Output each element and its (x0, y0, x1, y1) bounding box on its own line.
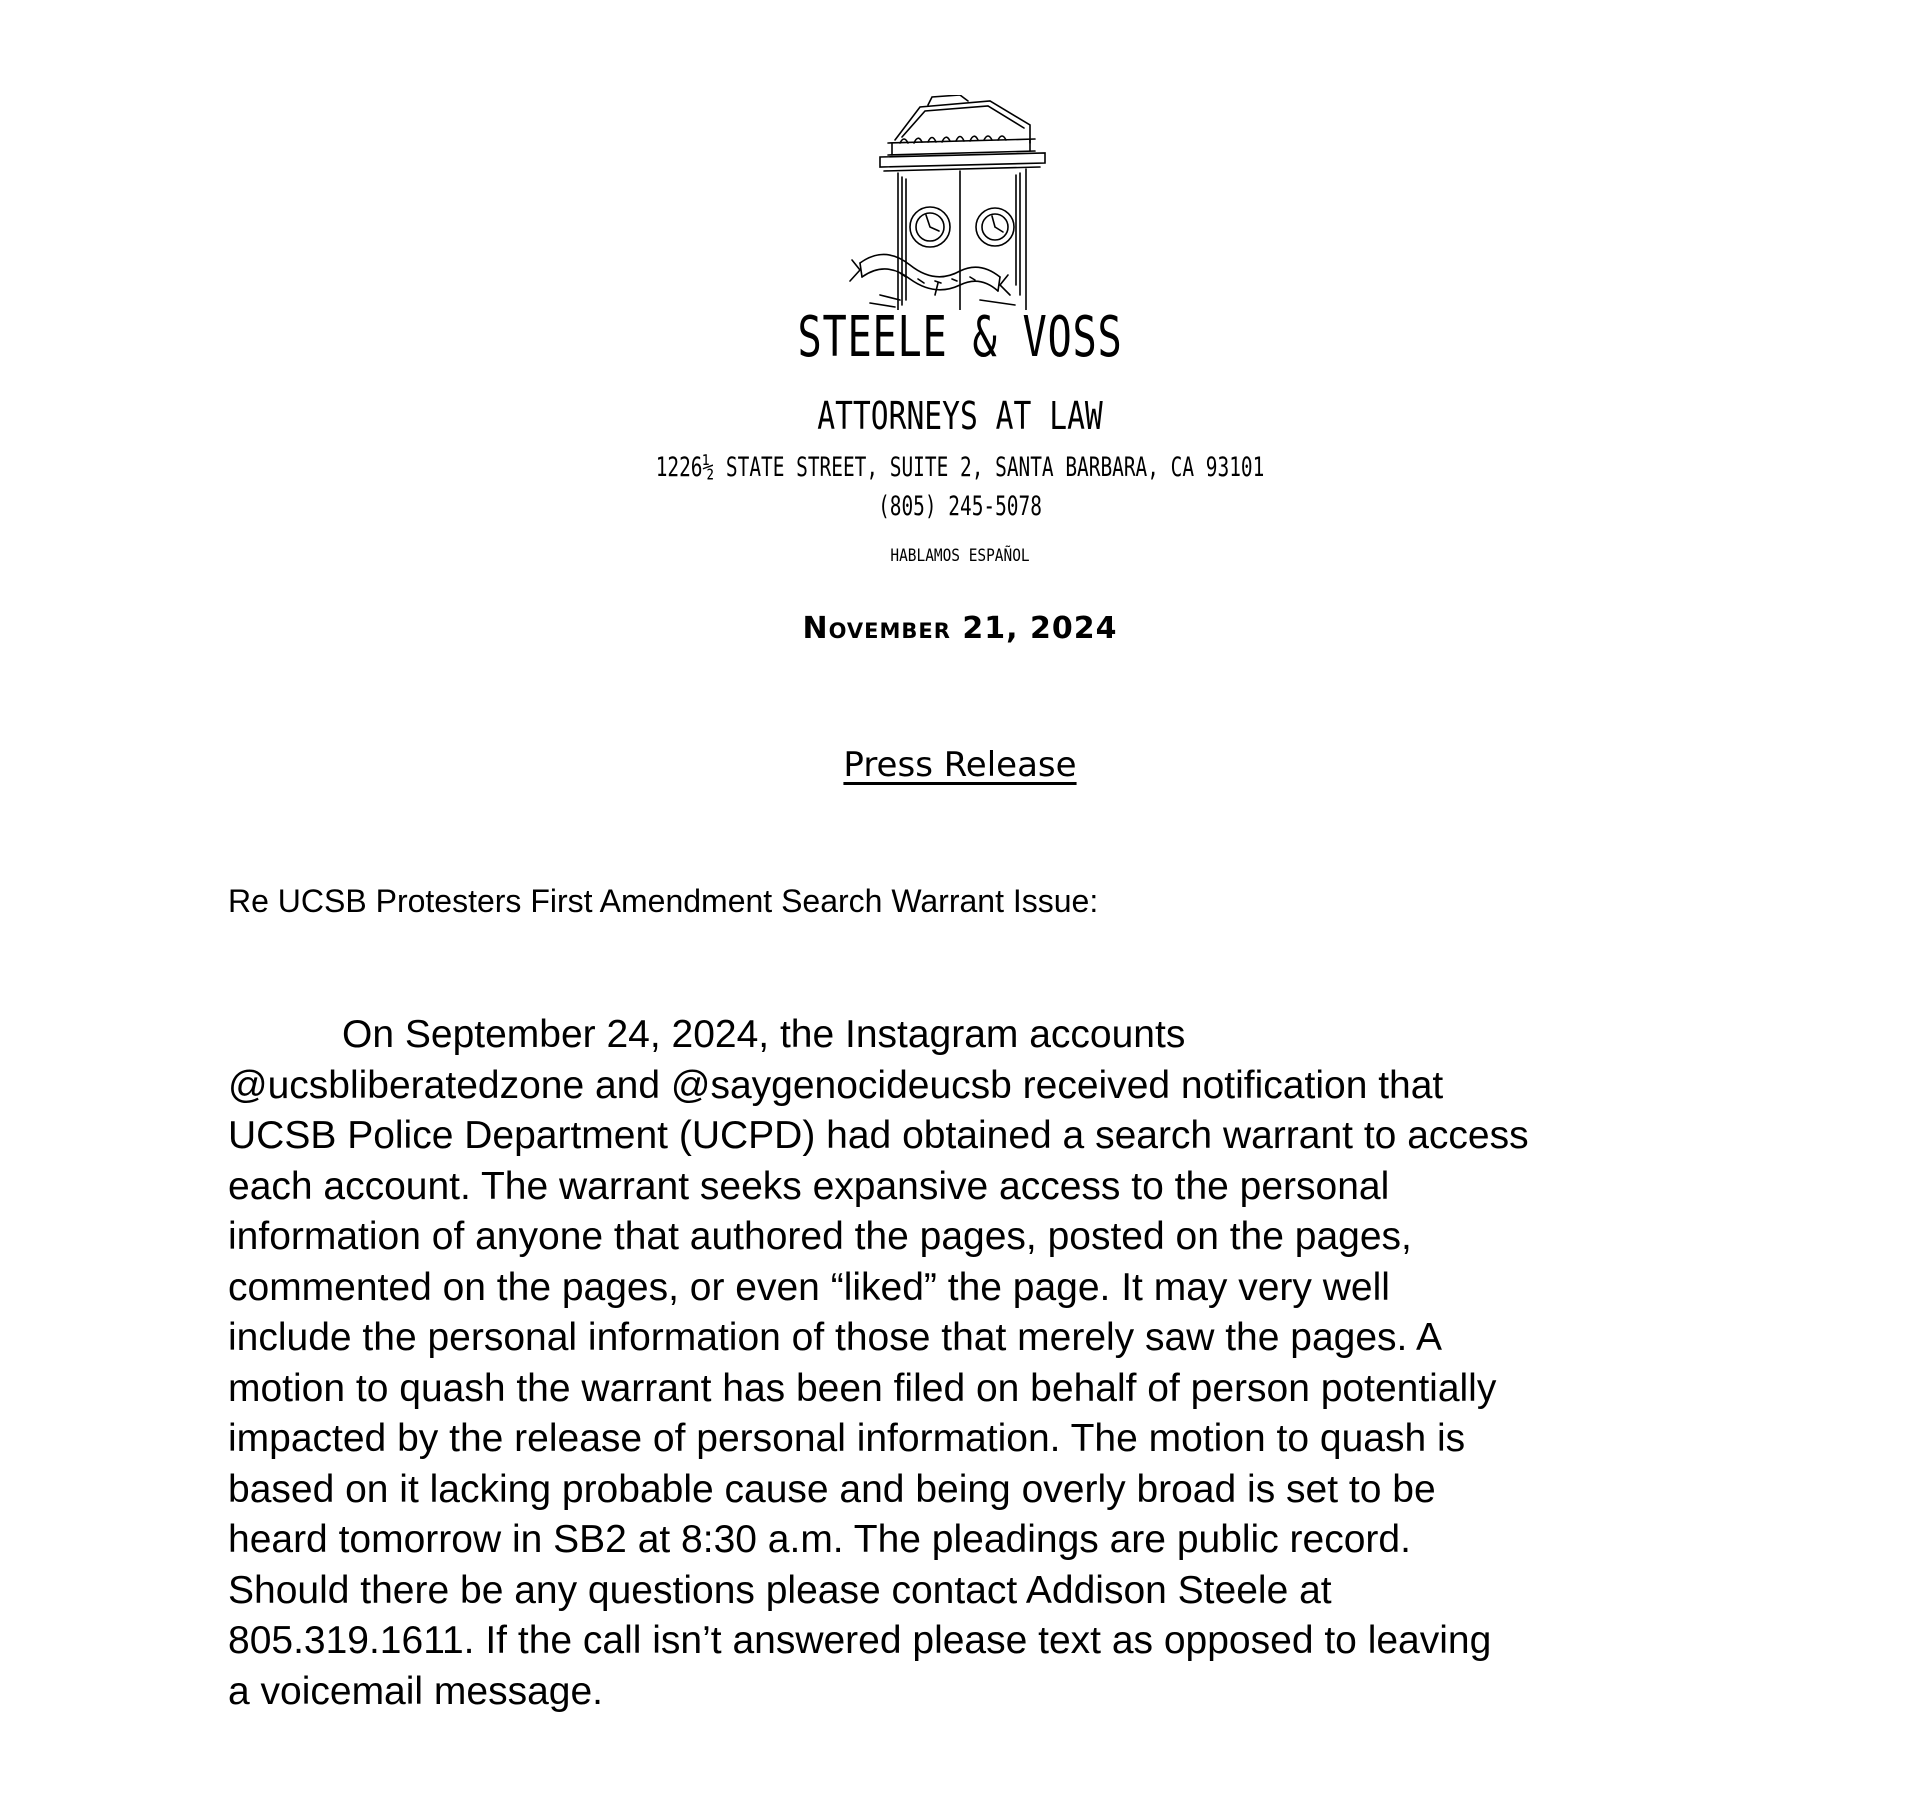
body-line: @ucsbliberatedzone and @saygenocideucsb received notification that (228, 1063, 1444, 1107)
body-line: On September 24, 2024, the Instagram accounts (342, 1013, 1186, 1056)
firm-subtitle: ATTORNEYS AT LAW (817, 394, 1103, 438)
body-line: motion to quash the warrant has been filed on behalf of person potentially (228, 1366, 1497, 1410)
document-date: November 21, 2024 (802, 611, 1118, 646)
body-line: Should there be any questions please contact Addison Steele at (228, 1568, 1332, 1612)
body-line: include the personal information of those that merely saw the pages. A (228, 1316, 1443, 1359)
document-title-wrap (0, 745, 1920, 785)
body-line: information of anyone that authored the pages, posted on the pages, (228, 1215, 1412, 1258)
body-line: a voicemail message. (228, 1669, 603, 1713)
subject-line: Re UCSB Protesters First Amendment Search Warrant Issue: (228, 883, 1099, 919)
body-line: impacted by the release of personal information. The motion to quash is (228, 1417, 1466, 1460)
firm-address: 1226½ STATE STREET, SUITE 2, SANTA BARBARA, CA 93101 (655, 452, 1265, 483)
body-paragraph (228, 1010, 1728, 1717)
firm-tagline: HABLAMOS ESPAÑOL (890, 546, 1030, 566)
body-line: heard tomorrow in SB2 at 8:30 a.m. The pleadings are public record. (228, 1518, 1411, 1561)
body-line: commented on the pages, or even “liked” the page. It may very well (228, 1265, 1390, 1309)
clock-tower-icon (840, 95, 1080, 310)
body-line: UCSB Police Department (UCPD) had obtained a search warrant to access (228, 1114, 1529, 1157)
body-line: each account. The warrant seeks expansive access to the personal (228, 1164, 1390, 1208)
document-title: Press Release (843, 745, 1077, 785)
body-line: based on it lacking probable cause and being overly broad is set to be (228, 1467, 1436, 1511)
firm-phone: (805) 245-5078 (878, 491, 1042, 522)
body-line: 805.319.1611. If the call isn’t answered please text as opposed to leaving (228, 1619, 1492, 1662)
firm-name: STEELE & VOSS (797, 305, 1123, 370)
